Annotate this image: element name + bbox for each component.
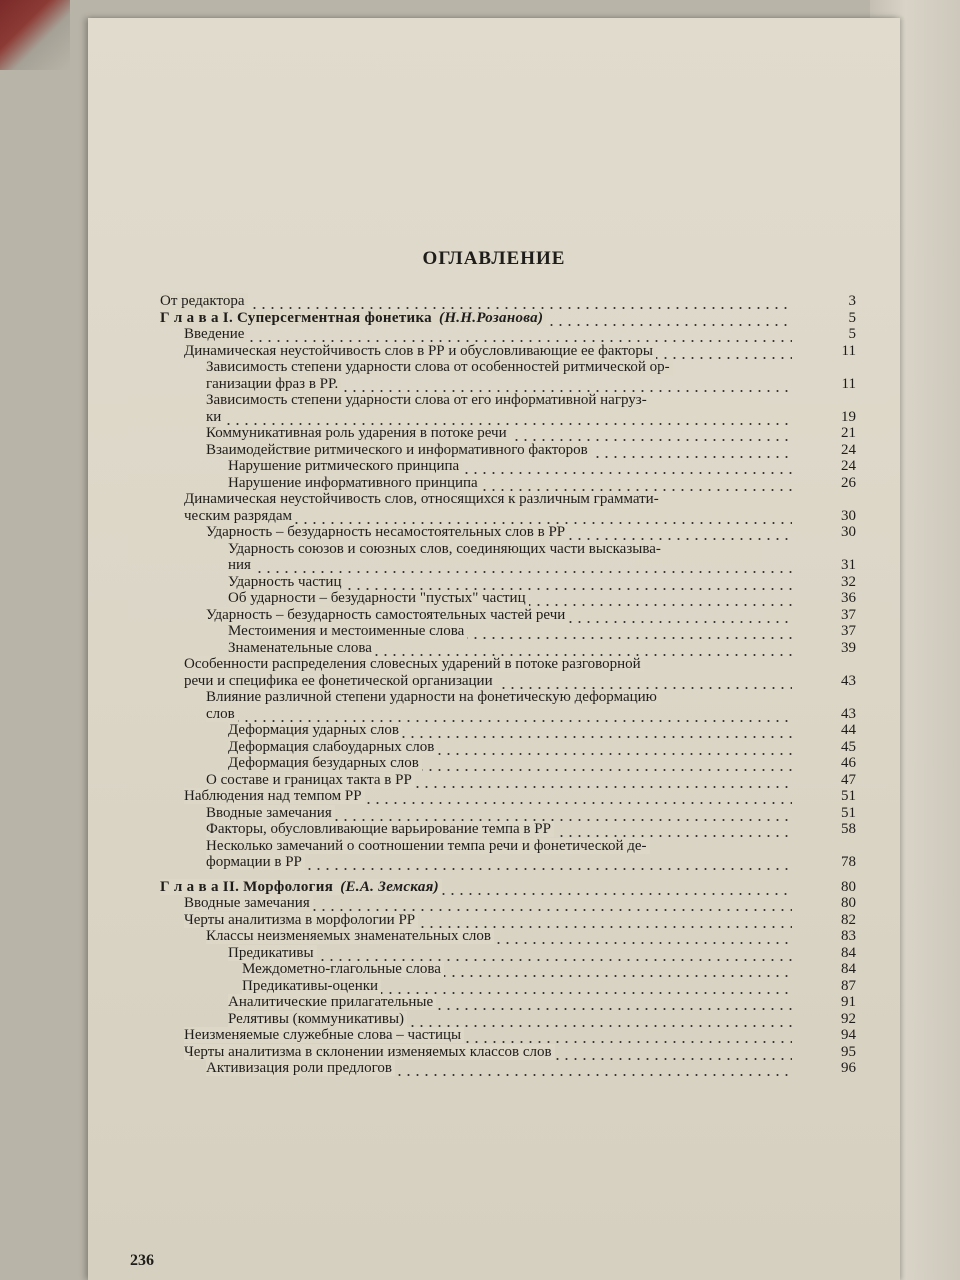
toc-page-number: 19 xyxy=(841,408,856,425)
toc-entry-text xyxy=(228,739,792,756)
toc-entry-text xyxy=(206,854,792,871)
toc-entry-label: Ударность – безударность несамостоятельных слов в РР xyxy=(206,524,568,540)
toc-chapter-row xyxy=(88,310,900,327)
toc-entry-row xyxy=(88,755,900,772)
toc-chapter-author: (Е.А. Земская) xyxy=(336,879,442,895)
toc-entry-row xyxy=(88,442,900,459)
toc-entry-label: слов xyxy=(206,706,238,722)
toc-entry-row xyxy=(88,838,900,855)
table-of-contents xyxy=(88,293,900,1077)
toc-entry-text xyxy=(228,945,792,962)
toc-entry-row xyxy=(88,326,900,343)
toc-entry-row xyxy=(88,772,900,789)
toc-entry-label: Влияние различной степени ударности на фонетическую деформацию xyxy=(206,689,660,705)
toc-entry-label: Особенности распределения словесных ударений в потоке разговорной xyxy=(184,656,644,672)
toc-page-number: 94 xyxy=(841,1027,856,1043)
toc-entry-text xyxy=(206,607,792,624)
toc-entry-text xyxy=(184,1027,792,1044)
toc-page-number: 3 xyxy=(848,293,856,309)
toc-page-number: 21 xyxy=(841,425,856,441)
toc-entry-text xyxy=(206,524,792,541)
toc-entry-text xyxy=(184,788,792,805)
toc-page-number: 92 xyxy=(841,1010,856,1027)
toc-entry-label: Нарушение ритмического принципа xyxy=(228,458,462,474)
toc-entry-text xyxy=(184,326,792,343)
toc-entry-label: Вводные замечания xyxy=(206,805,335,821)
toc-entry-label: ния xyxy=(228,557,254,573)
toc-entry-row xyxy=(88,895,900,912)
toc-entry-text xyxy=(206,805,792,822)
toc-entry-text xyxy=(206,689,792,706)
toc-page-number: 96 xyxy=(841,1060,856,1076)
toc-page-number: 84 xyxy=(841,944,856,961)
toc-entry-label: Коммуникативная роль ударения в потоке речи xyxy=(206,425,510,441)
toc-entry-row xyxy=(88,541,900,558)
toc-page-number: 32 xyxy=(841,573,856,590)
toc-entry-text xyxy=(184,895,792,912)
toc-entry-text xyxy=(228,640,792,657)
toc-entry-row xyxy=(88,821,900,838)
toc-page-number: 83 xyxy=(841,928,856,944)
toc-page-number: 80 xyxy=(841,878,856,895)
toc-entry-text xyxy=(160,310,792,327)
toc-page-number: 82 xyxy=(841,911,856,928)
toc-entry-text xyxy=(206,359,792,376)
toc-page-number: 30 xyxy=(841,524,856,540)
toc-entry-label: Знаменательные слова xyxy=(228,640,375,656)
toc-entry-row xyxy=(88,805,900,822)
toc-page-number: 26 xyxy=(841,474,856,491)
toc-entry-row xyxy=(88,961,900,978)
toc-entry-text xyxy=(242,961,792,978)
toc-entry-label: Зависимость степени ударности слова от особенностей ритмической ор- xyxy=(206,359,673,375)
toc-page-number: 95 xyxy=(841,1043,856,1060)
toc-entry-label: Ударность союзов и союзных слов, соединяющих части высказыва- xyxy=(228,541,664,557)
toc-entry-row xyxy=(88,623,900,640)
toc-entry-row xyxy=(88,928,900,945)
toc-entry-label: Вводные замечания xyxy=(184,895,313,911)
toc-entry-text xyxy=(206,772,792,789)
toc-entry-label: Активизация роли предлогов xyxy=(206,1060,395,1076)
toc-entry-label: Междометно-глагольные слова xyxy=(242,961,444,977)
toc-page-number: 43 xyxy=(841,705,856,722)
toc-entry-row xyxy=(88,1060,900,1077)
toc-entry-label: ки xyxy=(206,409,224,425)
toc-entry-row xyxy=(88,854,900,871)
toc-entry-row xyxy=(88,1027,900,1044)
toc-entry-text xyxy=(206,376,792,393)
toc-entry-label: Местоимения и местоименные слова xyxy=(228,623,467,639)
toc-entry-row xyxy=(88,640,900,657)
toc-entry-row xyxy=(88,491,900,508)
toc-entry-row xyxy=(88,945,900,962)
toc-page-number: 5 xyxy=(848,326,856,342)
toc-entry-row xyxy=(88,508,900,525)
toc-entry-row xyxy=(88,590,900,607)
toc-entry-row xyxy=(88,689,900,706)
page-number: 236 xyxy=(130,1252,154,1269)
toc-entry-row xyxy=(88,359,900,376)
toc-page-number: 47 xyxy=(841,771,856,788)
toc-entry-row xyxy=(88,425,900,442)
toc-entry-label: речи и специфика ее фонетической организации xyxy=(184,673,496,689)
toc-entry-text xyxy=(228,722,792,739)
toc-page-number: 91 xyxy=(841,994,856,1010)
toc-page-number: 31 xyxy=(841,557,856,573)
toc-entry-row xyxy=(88,656,900,673)
toc-entry-text xyxy=(184,656,792,673)
toc-entry-label: Зависимость степени ударности слова от его информативной нагруз- xyxy=(206,392,650,408)
toc-entry-text xyxy=(228,994,792,1011)
toc-entry-label: Динамическая неустойчивость слов, относящихся к различным граммати- xyxy=(184,491,662,507)
toc-entry-text xyxy=(228,574,792,591)
toc-entry-row xyxy=(88,524,900,541)
toc-entry-label: ческим разрядам xyxy=(184,508,295,524)
toc-entry-row xyxy=(88,1044,900,1061)
toc-entry-label: ганизации фраз в РР. xyxy=(206,376,341,392)
toc-entry-text xyxy=(206,425,792,442)
toc-entry-label: Черты аналитизма в склонении изменяемых классов слов xyxy=(184,1044,555,1060)
toc-entry-label: Наблюдения над темпом РР xyxy=(184,788,365,804)
toc-entry-row xyxy=(88,458,900,475)
toc-entry-row xyxy=(88,706,900,723)
toc-entry-label: Предикативы xyxy=(228,945,317,961)
toc-entry-row xyxy=(88,607,900,624)
toc-entry-label: Деформация безударных слов xyxy=(228,755,422,771)
toc-entry-row xyxy=(88,978,900,995)
toc-entry-label: От редактора xyxy=(160,293,248,309)
toc-entry-text xyxy=(184,508,792,525)
toc-entry-text xyxy=(206,838,792,855)
toc-page-number: 5 xyxy=(848,309,856,326)
toc-page-number: 11 xyxy=(841,375,856,392)
toc-entry-row xyxy=(88,392,900,409)
toc-page-number: 84 xyxy=(841,961,856,977)
toc-page-number: 87 xyxy=(841,977,856,994)
toc-entry-label: формации в РР xyxy=(206,854,305,870)
toc-entry-row xyxy=(88,912,900,929)
toc-page-number: 43 xyxy=(841,672,856,689)
toc-entry-text xyxy=(228,1011,792,1028)
page-title: ОГЛАВЛЕНИЕ xyxy=(422,248,566,269)
toc-chapter-author: (Н.Н.Розанова) xyxy=(435,310,546,326)
toc-entry-row xyxy=(88,1011,900,1028)
toc-entry-text xyxy=(228,623,792,640)
toc-entry-label: Об ударности – безударности "пустых" частиц xyxy=(228,590,529,606)
toc-entry-label: Г л а в а I. Суперсегментная фонетика xyxy=(160,310,435,326)
toc-entry-label: Факторы, обусловливающие варьирование темпа в РР xyxy=(206,821,554,837)
toc-page-number: 11 xyxy=(841,342,856,359)
toc-page-number: 36 xyxy=(841,590,856,606)
toc-entry-text xyxy=(206,928,792,945)
toc-entry-text xyxy=(160,293,792,310)
toc-entry-row xyxy=(88,409,900,426)
toc-entry-label: Деформация слабоударных слов xyxy=(228,739,437,755)
toc-entry-row xyxy=(88,343,900,360)
toc-entry-row xyxy=(88,376,900,393)
toc-entry-row xyxy=(88,557,900,574)
toc-entry-row xyxy=(88,475,900,492)
toc-page-number: 78 xyxy=(841,854,856,870)
toc-entry-text xyxy=(184,673,792,690)
toc-entry-text xyxy=(206,442,792,459)
toc-entry-label: Несколько замечаний о соотношении темпа речи и фонетической де- xyxy=(206,838,650,854)
toc-entry-text xyxy=(206,409,792,426)
toc-entry-text xyxy=(184,491,792,508)
toc-entry-label: Взаимодействие ритмического и информативного факторов xyxy=(206,442,591,458)
toc-page-number: 24 xyxy=(841,441,856,458)
toc-page-number: 51 xyxy=(841,804,856,821)
toc-page-number: 51 xyxy=(841,788,856,804)
toc-entry-text xyxy=(228,755,792,772)
toc-entry-row xyxy=(88,994,900,1011)
toc-entry-text xyxy=(184,343,792,360)
toc-entry-text xyxy=(206,1060,792,1077)
toc-entry-label: О составе и границах такта в РР xyxy=(206,772,415,788)
toc-entry-label: Ударность – безударность самостоятельных частей речи xyxy=(206,607,568,623)
toc-entry-label: Деформация ударных слов xyxy=(228,722,402,738)
toc-entry-row xyxy=(88,574,900,591)
toc-entry-row xyxy=(88,673,900,690)
toc-page-number: 39 xyxy=(841,639,856,656)
toc-entry-label: Аналитические прилагательные xyxy=(228,994,436,1010)
toc-entry-row xyxy=(88,722,900,739)
toc-page-number: 30 xyxy=(841,507,856,524)
background-book-corner xyxy=(0,0,70,70)
toc-entry-text xyxy=(228,590,792,607)
toc-entry-text xyxy=(184,912,792,929)
toc-entry-text xyxy=(228,541,792,558)
book-page xyxy=(88,18,900,1280)
toc-page-number: 46 xyxy=(841,755,856,771)
toc-page-number: 58 xyxy=(841,821,856,837)
toc-entry-text xyxy=(206,392,792,409)
toc-chapter-row xyxy=(88,879,900,896)
toc-entry-label: Г л а в а II. Морфология xyxy=(160,879,336,895)
toc-entry-label: Динамическая неустойчивость слов в РР и обусловливающие ее факторы xyxy=(184,343,656,359)
toc-entry-text xyxy=(228,458,792,475)
toc-entry-label: Классы неизменяемых знаменательных слов xyxy=(206,928,494,944)
toc-entry-text xyxy=(160,879,792,896)
toc-entry-row xyxy=(88,293,900,310)
toc-page-number: 80 xyxy=(841,895,856,911)
toc-entry-text xyxy=(242,978,792,995)
toc-entry-label: Черты аналитизма в морфологии РР xyxy=(184,912,418,928)
toc-entry-row xyxy=(88,739,900,756)
toc-entry-label: Предикативы-оценки xyxy=(242,978,381,994)
toc-entry-label: Неизменяемые служебные слова – частицы xyxy=(184,1027,464,1043)
toc-page-number: 44 xyxy=(841,722,856,738)
toc-entry-label: Нарушение информативного принципа xyxy=(228,475,481,491)
toc-entry-row xyxy=(88,788,900,805)
toc-page-number: 37 xyxy=(841,606,856,623)
toc-page-number: 37 xyxy=(841,623,856,639)
toc-page-number: 45 xyxy=(841,738,856,755)
toc-entry-label: Релятивы (коммуникативы) xyxy=(228,1011,407,1027)
toc-entry-label: Введение xyxy=(184,326,247,342)
toc-entry-text xyxy=(228,475,792,492)
toc-entry-label: Ударность частиц xyxy=(228,574,344,590)
toc-entry-text xyxy=(184,1044,792,1061)
toc-page-number: 24 xyxy=(841,458,856,474)
toc-entry-text xyxy=(206,821,792,838)
toc-entry-text xyxy=(228,557,792,574)
toc-entry-text xyxy=(206,706,792,723)
